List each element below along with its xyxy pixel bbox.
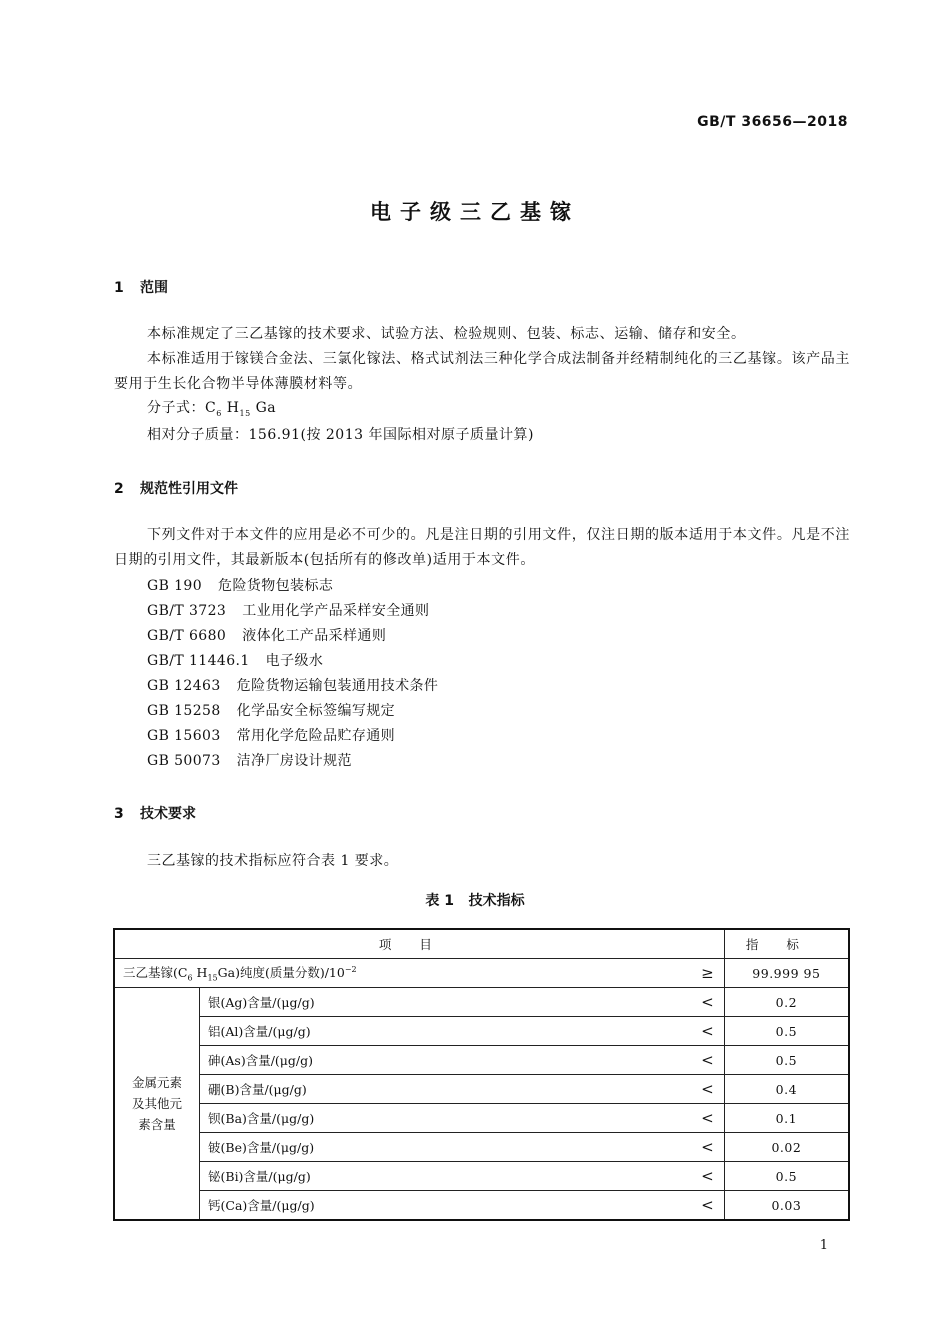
reference-title: 化学品安全标签编写规定 xyxy=(236,703,396,719)
technical-indicators-table xyxy=(113,928,850,1221)
table-row xyxy=(114,1075,849,1104)
row-label-text: 铋(Bi)含量/(μg/g) xyxy=(208,1169,311,1184)
row-label xyxy=(200,1075,725,1104)
purity-c-sub: 6 xyxy=(187,973,193,983)
table-row xyxy=(114,1046,849,1075)
reference-code: GB/T 11446.1 xyxy=(147,653,250,669)
column-header-item: 项目 xyxy=(114,929,724,959)
reference-code: GB 15603 xyxy=(147,728,221,744)
scope-paragraph-1: 本标准规定了三乙基镓的技术要求、试验方法、检验规则、包装、标志、运输、储存和安全。 xyxy=(147,326,746,342)
relation-symbol: < xyxy=(701,1196,714,1214)
section-title: 范围 xyxy=(140,280,168,296)
row-value: 0.02 xyxy=(724,1133,849,1162)
purity-label-post: Ga)纯度(质量分数)/10 xyxy=(217,965,345,981)
relation-symbol: ≥ xyxy=(701,964,714,982)
group-label xyxy=(114,988,200,1221)
normative-intro: 下列文件对于本文件的应用是必不可少的。凡是注日期的引用文件，仅注日期的版本适用于本文件。凡是不注日期的引用文件，其最新版本(包括所有的修改单)适用于本文件。 xyxy=(114,527,850,568)
document-title: 电子级三乙基镓 xyxy=(370,200,580,224)
table-row-purity xyxy=(114,959,849,988)
row-value: 0.5 xyxy=(724,1017,849,1046)
reference-title: 液体化工产品采样通则 xyxy=(242,628,387,644)
table-row xyxy=(114,1191,849,1221)
relation-symbol: < xyxy=(701,1109,714,1127)
reference-title: 危险货物包装标志 xyxy=(218,578,334,594)
reference-code: GB 190 xyxy=(147,578,203,594)
table-caption xyxy=(0,890,950,910)
section-number: 1 xyxy=(114,280,124,296)
section-title: 规范性引用文件 xyxy=(140,481,238,497)
row-value: 0.4 xyxy=(724,1075,849,1104)
row-label-text: 钡(Ba)含量/(μg/g) xyxy=(208,1111,315,1126)
row-label xyxy=(200,1133,725,1162)
row-value: 0.2 xyxy=(724,988,849,1017)
formula-c-sub: 6 xyxy=(216,408,222,418)
reference-item xyxy=(147,650,323,670)
relation-symbol: < xyxy=(701,1080,714,1098)
formula-label: 分子式： xyxy=(147,400,205,416)
table-header-row xyxy=(114,929,849,959)
row-label xyxy=(200,1104,725,1133)
requirements-intro: 三乙基镓的技术指标应符合表 1 要求。 xyxy=(147,853,399,869)
row-value: 0.1 xyxy=(724,1104,849,1133)
purity-h-sub: 15 xyxy=(207,973,218,983)
reference-code: GB 12463 xyxy=(147,678,221,694)
reference-item xyxy=(147,700,395,720)
formula-h-sub: 15 xyxy=(239,408,251,418)
reference-code: GB 15258 xyxy=(147,703,221,719)
molecular-formula xyxy=(147,397,276,418)
purity-exponent: −2 xyxy=(344,965,357,975)
row-label xyxy=(200,1162,725,1191)
row-value: 0.5 xyxy=(724,1162,849,1191)
purity-label xyxy=(114,959,724,988)
reference-title: 洁净厂房设计规范 xyxy=(236,753,352,769)
reference-item xyxy=(147,750,352,770)
table-row xyxy=(114,1104,849,1133)
page-number: 1 xyxy=(819,1238,828,1253)
table-row xyxy=(114,1133,849,1162)
table-title: 技术指标 xyxy=(468,893,525,909)
section-title: 技术要求 xyxy=(140,806,196,822)
reference-code: GB/T 6680 xyxy=(147,628,227,644)
relation-symbol: < xyxy=(701,1138,714,1156)
row-value: 0.5 xyxy=(724,1046,849,1075)
formula-h: H xyxy=(226,400,240,416)
group-label-line: 素含量 xyxy=(138,1117,176,1132)
purity-value: 99.999 95 xyxy=(724,959,849,988)
group-label-line: 金属元素 xyxy=(131,1075,182,1090)
row-label xyxy=(200,1046,725,1075)
section-number: 2 xyxy=(114,481,124,497)
row-label-text: 铝(Al)含量/(μg/g) xyxy=(208,1024,311,1039)
table-number: 表 1 xyxy=(425,893,454,909)
reference-code: GB/T 3723 xyxy=(147,603,227,619)
relation-symbol: < xyxy=(701,993,714,1011)
molecular-mass: 相对分子质量：156.91(按 2013 年国际相对原子质量计算) xyxy=(147,427,534,443)
purity-label-pre: 三乙基镓(C xyxy=(123,965,188,981)
reference-item xyxy=(147,575,333,595)
section-heading-scope xyxy=(114,277,168,297)
table-row xyxy=(114,1017,849,1046)
reference-title: 危险货物运输包装通用技术条件 xyxy=(236,678,439,694)
purity-h: H xyxy=(196,965,208,981)
reference-title: 工业用化学产品采样安全通则 xyxy=(242,603,430,619)
row-label-text: 硼(B)含量/(μg/g) xyxy=(208,1082,307,1097)
row-label-text: 砷(As)含量/(μg/g) xyxy=(208,1053,313,1068)
reference-title: 电子级水 xyxy=(265,653,324,669)
reference-item xyxy=(147,600,429,620)
reference-title: 常用化学危险品贮存通则 xyxy=(236,728,396,744)
formula-ga: Ga xyxy=(255,400,277,416)
reference-item xyxy=(147,675,438,695)
formula-c: C xyxy=(205,400,217,416)
relation-symbol: < xyxy=(701,1022,714,1040)
section-heading-requirements xyxy=(114,803,196,823)
reference-item xyxy=(147,625,386,645)
row-label xyxy=(200,1017,725,1046)
reference-item xyxy=(147,725,395,745)
row-label xyxy=(200,1191,725,1221)
row-label-text: 钙(Ca)含量/(μg/g) xyxy=(208,1198,315,1213)
row-value: 0.03 xyxy=(724,1191,849,1221)
standard-code: GB/T 36656—2018 xyxy=(697,114,848,130)
relation-symbol: < xyxy=(701,1167,714,1185)
table-row xyxy=(114,988,849,1017)
row-label-text: 银(Ag)含量/(μg/g) xyxy=(208,995,315,1010)
group-label-line: 及其他元 xyxy=(131,1096,182,1111)
column-header-value: 指标 xyxy=(724,929,849,959)
table-row xyxy=(114,1162,849,1191)
section-number: 3 xyxy=(114,806,124,822)
row-label xyxy=(200,988,725,1017)
row-label-text: 铍(Be)含量/(μg/g) xyxy=(208,1140,315,1155)
reference-code: GB 50073 xyxy=(147,753,221,769)
section-heading-normative xyxy=(114,478,238,498)
relation-symbol: < xyxy=(701,1051,714,1069)
scope-paragraph-2: 本标准适用于镓镁合金法、三氯化镓法、格式试剂法三种化学合成法制备并经精制纯化的三乙基镓。该产品主要用于生长化合物半导体薄膜材料等。 xyxy=(114,351,850,392)
